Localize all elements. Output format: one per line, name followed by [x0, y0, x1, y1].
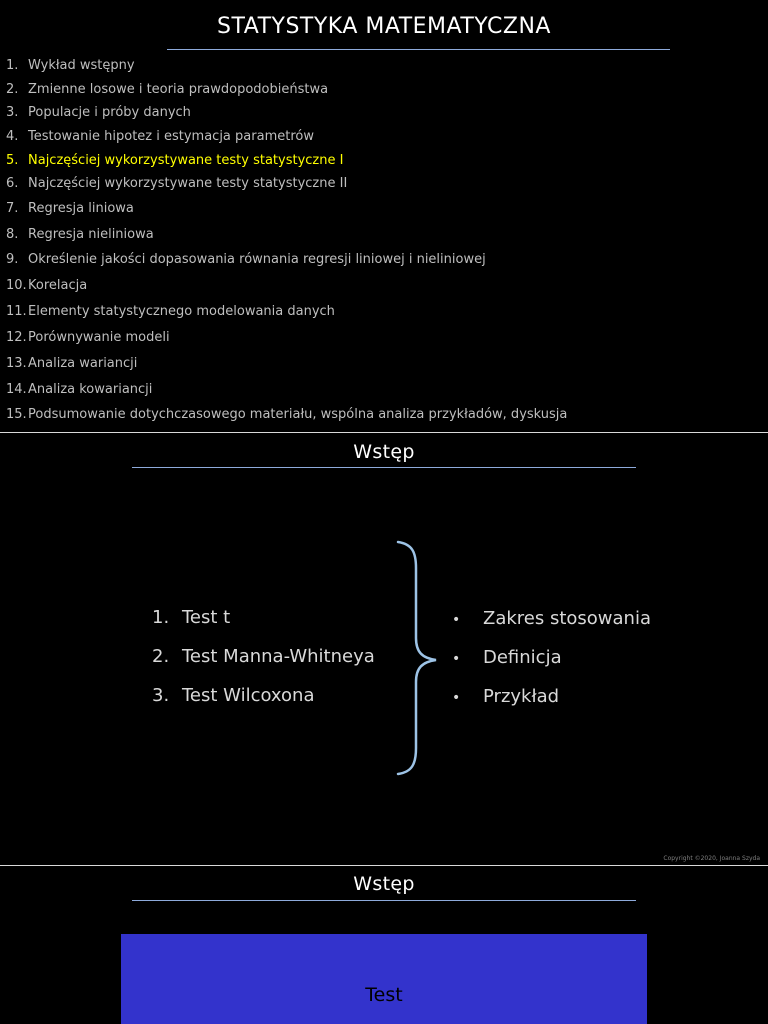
- lecture-text: Regresja liniowa: [28, 201, 134, 216]
- lecture-number: 9.: [6, 252, 19, 267]
- copyright-notice: Copyright ©2020, Joanna Szyda: [663, 855, 760, 862]
- slide-title: Wstęp: [353, 441, 415, 463]
- lecture-item: [6, 129, 314, 144]
- lecture-number: 2.: [6, 82, 19, 97]
- lecture-number: 13.: [6, 356, 27, 371]
- lecture-number: 3.: [6, 105, 19, 120]
- lecture-text: Porównywanie modeli: [28, 330, 170, 345]
- lecture-number: 11.: [6, 304, 27, 319]
- test-number: 1.: [152, 607, 170, 628]
- slide-agenda: [0, 0, 768, 432]
- aspect-item: [452, 608, 651, 647]
- lecture-text: Analiza wariancji: [28, 356, 138, 371]
- aspect-text: Przykład: [483, 686, 560, 707]
- lecture-item: [6, 252, 486, 267]
- lecture-number: 15.: [6, 407, 27, 422]
- test-name: Test Wilcoxona: [182, 685, 315, 706]
- lecture-number: 5.: [6, 153, 19, 168]
- lecture-item: [6, 227, 154, 242]
- test-item: [152, 607, 375, 646]
- slide-title: Wstęp: [353, 873, 415, 895]
- test-list: [152, 607, 375, 724]
- lecture-number: 6.: [6, 176, 19, 191]
- lecture-text: Najczęściej wykorzystywane testy statystyczne I: [28, 153, 344, 168]
- lecture-item: [6, 201, 134, 216]
- lecture-item: [6, 330, 170, 345]
- slide-intro-overview: [0, 433, 768, 865]
- lecture-number: 1.: [6, 58, 19, 73]
- lecture-number: 8.: [6, 227, 19, 242]
- aspect-item: [452, 686, 651, 725]
- course-title: STATYSTYKA MATEMATYCZNA: [217, 14, 551, 39]
- lecture-text: Zmienne losowe i teoria prawdopodobieństwa: [28, 82, 329, 97]
- test-item: [152, 685, 375, 724]
- bullet-icon: •: [452, 612, 461, 628]
- lecture-text: Podsumowanie dotychczasowego materiału, wspólna analiza przykładów, dyskusja: [28, 407, 568, 422]
- title-underline: [132, 900, 636, 901]
- lecture-item: [6, 382, 152, 397]
- lecture-number: 10.: [6, 278, 27, 293]
- lecture-item: [6, 356, 137, 371]
- lecture-text: Elementy statystycznego modelowania danych: [28, 304, 335, 319]
- test-box: [121, 934, 647, 1024]
- lecture-item: [6, 58, 135, 73]
- lecture-item: [6, 304, 335, 319]
- lecture-item-current: [6, 153, 343, 168]
- lecture-item: [6, 82, 328, 97]
- lecture-text: Najczęściej wykorzystywane testy statystyczne II: [28, 176, 348, 191]
- lecture-text: Korelacja: [28, 278, 88, 293]
- slide-intro-test: [0, 866, 768, 1024]
- lecture-item: [6, 407, 567, 422]
- test-item: [152, 646, 375, 685]
- test-number: 3.: [152, 685, 170, 706]
- lecture-text: Populacje i próby danych: [28, 105, 191, 120]
- lecture-item: [6, 176, 347, 191]
- aspect-item: [452, 647, 651, 686]
- title-underline: [167, 49, 670, 50]
- aspect-text: Zakres stosowania: [483, 608, 651, 629]
- test-box-label: Test: [365, 984, 403, 1006]
- right-curly-brace-icon: [390, 538, 442, 778]
- lecture-number: 12.: [6, 330, 27, 345]
- test-name: Test t: [182, 607, 231, 628]
- test-name: Test Manna-Whitneya: [182, 646, 375, 667]
- lecture-text: Regresja nieliniowa: [28, 227, 154, 242]
- test-number: 2.: [152, 646, 170, 667]
- lecture-text: Analiza kowariancji: [28, 382, 153, 397]
- bullet-icon: •: [452, 690, 461, 706]
- lecture-item: [6, 105, 191, 120]
- lecture-text: Wykład wstępny: [28, 58, 135, 73]
- title-underline: [132, 467, 636, 468]
- lecture-text: Testowanie hipotez i estymacja parametrów: [28, 129, 314, 144]
- aspect-text: Definicja: [483, 647, 562, 668]
- lecture-text: Określenie jakości dopasowania równania regresji liniowej i nieliniowej: [28, 252, 486, 267]
- bullet-icon: •: [452, 651, 461, 667]
- lecture-number: 4.: [6, 129, 19, 144]
- lecture-number: 14.: [6, 382, 27, 397]
- aspect-list: [452, 608, 651, 725]
- lecture-item: [6, 278, 87, 293]
- lecture-number: 7.: [6, 201, 19, 216]
